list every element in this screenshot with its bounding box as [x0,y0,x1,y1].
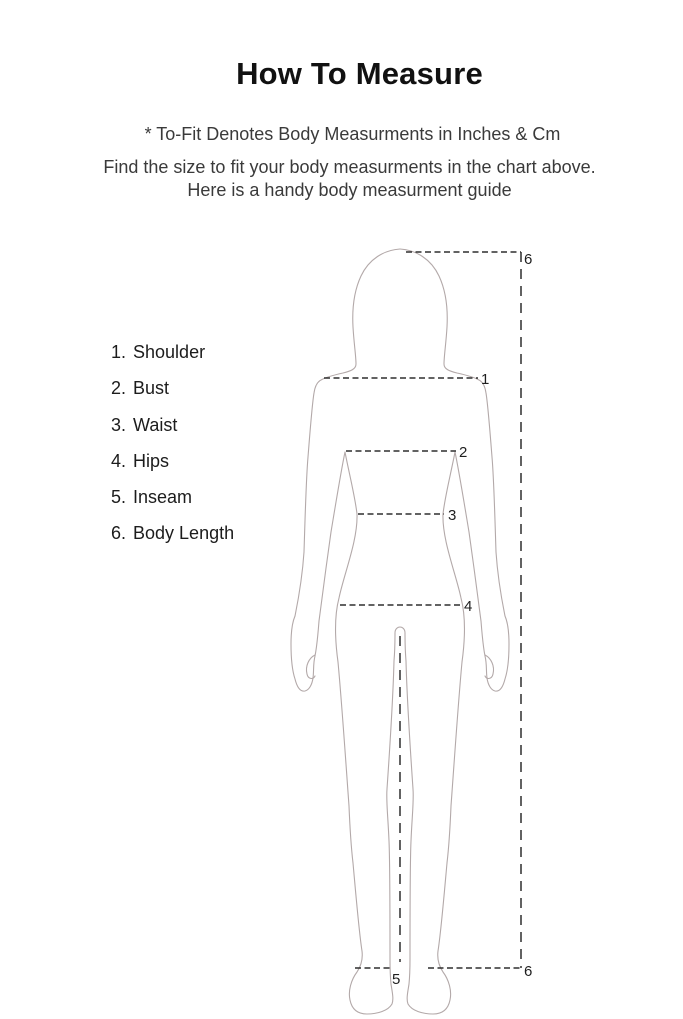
legend-label: Body Length [133,523,235,544]
shoulder-marker-label: 1 [481,371,490,388]
description-line-1: Find the size to fit your body measurments in the chart above. [103,157,596,177]
legend-number: 4. [111,450,127,471]
legend-number: 1. [111,342,127,362]
page-title: How To Measure [236,56,483,91]
waist-marker-label: 3 [448,507,457,524]
inseam-marker-label: 5 [392,971,401,988]
to-fit-note: * To-Fit Denotes Body Measurments in Inches & Cm [144,124,561,144]
legend-label: Hips [133,450,170,471]
bust-marker-label: 2 [459,444,468,461]
body-length-top-marker-label: 6 [524,251,533,268]
body-length-bottom-marker-label: 6 [524,963,533,980]
legend-number: 6. [111,523,127,544]
legend-label: Shoulder [133,342,206,362]
legend-label: Waist [133,414,178,435]
hips-marker-label: 4 [464,598,473,615]
right-torso-leg-outline [405,452,465,1014]
measurement-lines [324,252,521,968]
head-left-arm-outline [291,249,400,691]
left-torso-leg-outline [336,452,396,1014]
legend-label: Inseam [133,487,193,508]
legend-number: 2. [111,378,127,399]
measurement-markers [392,251,532,988]
legend-number: 3. [111,414,127,435]
crotch-outline [395,627,405,633]
legend-label: Bust [133,378,170,399]
description-line-2: Here is a handy body measurment guide [187,179,512,200]
legend-number: 5. [111,487,127,508]
head-right-arm-outline [400,249,509,691]
